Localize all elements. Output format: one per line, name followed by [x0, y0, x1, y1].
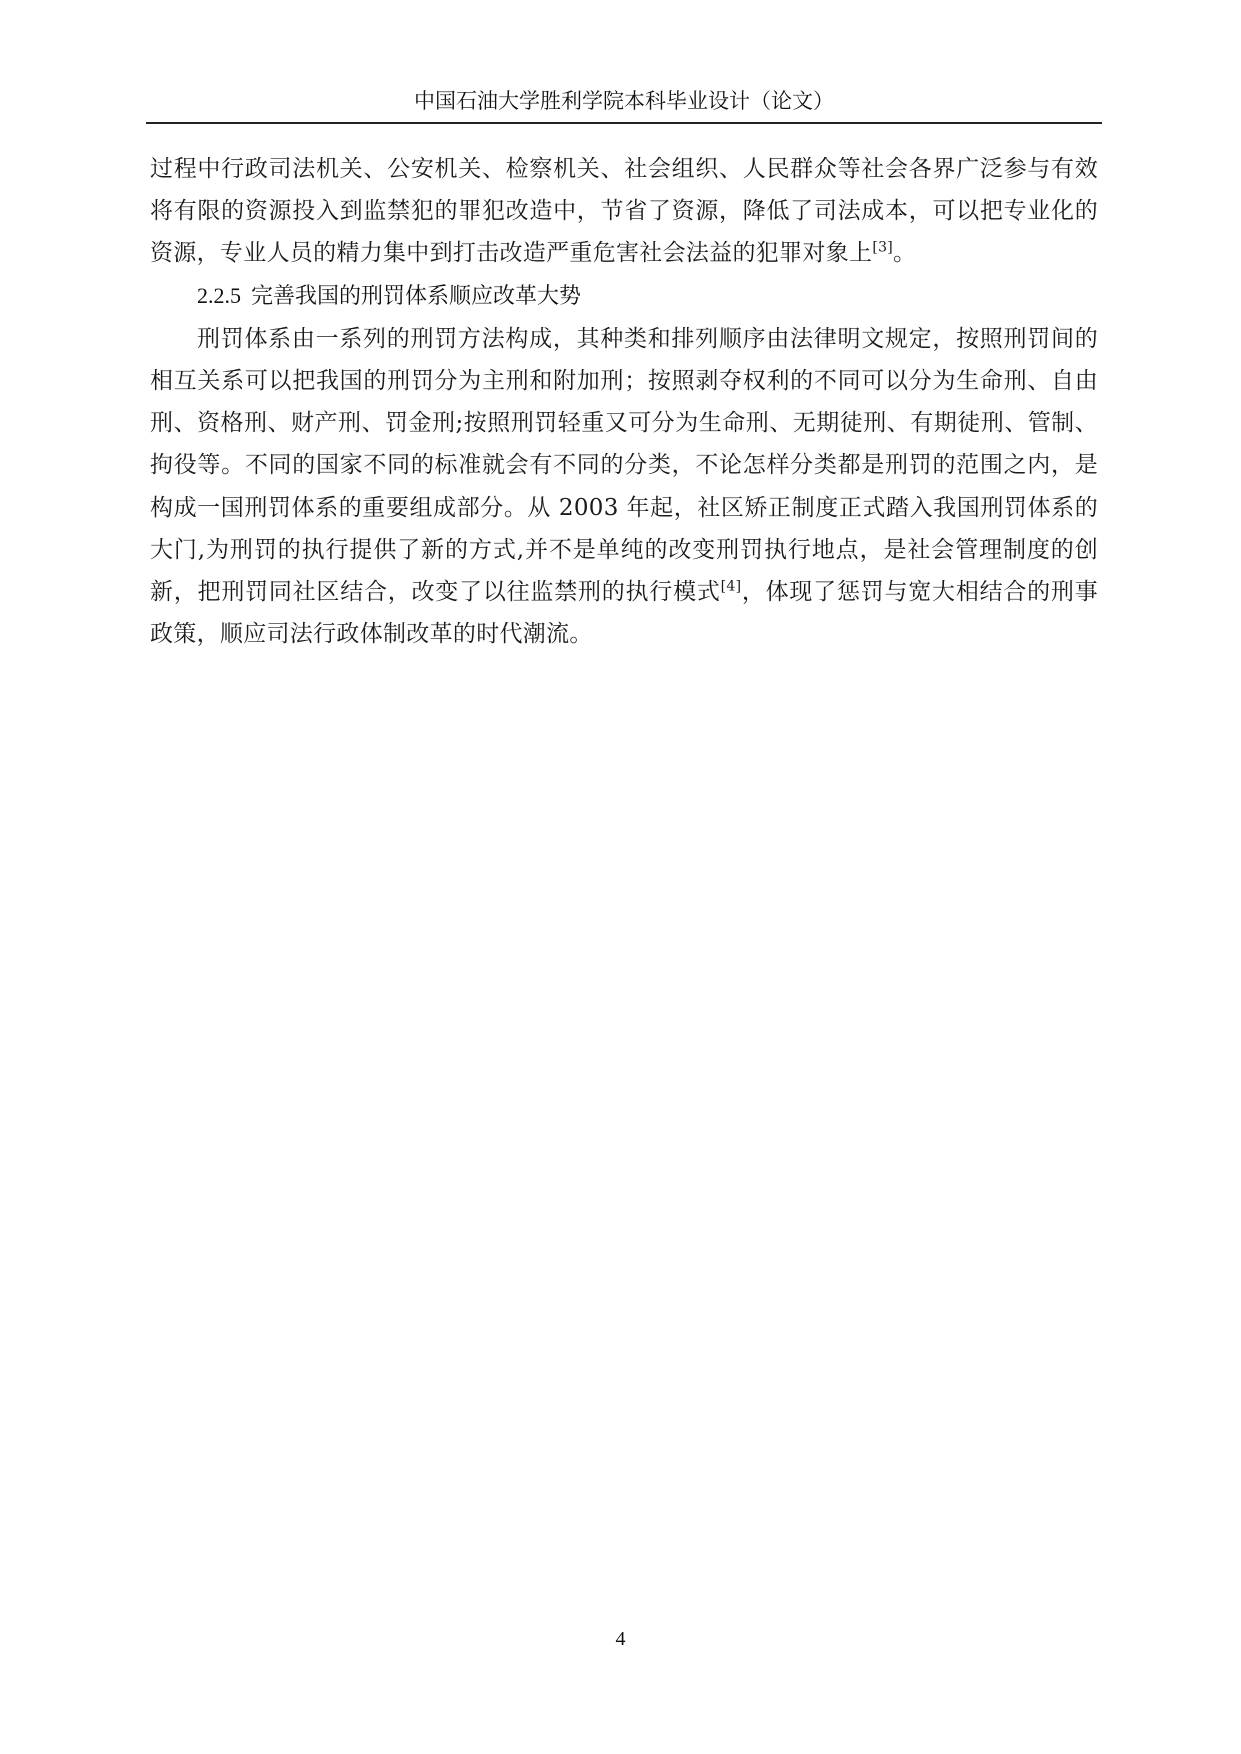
paragraph-1-end: 。	[893, 240, 917, 267]
paragraph-2-end: ，体现了惩罚与宽大相结合的刑事政策，顺应司法行政体制改革的时代潮流。	[150, 579, 1098, 648]
section-heading	[150, 275, 1098, 318]
paragraph-2-text: 刑罚体系由一系列的刑罚方法构成，其种类和排列顺序由法律明文规定，按照刑罚间的相互关系可以把我国的刑罚分为主刑和附加刑；按照剥夺权利的不同可以分为生命刑、自由刑、资格刑、财产刑、罚金刑;按照刑罚轻重又可分为生命刑、无期徒刑、有期徒刑、管制、拘役等。不同的国家不同的标准就会有不同的分类，不论怎样分类都是刑罚的范围之内，是构成一国刑罚体系的重要组成部分。从 2003 年起，社区矫正制度正式踏入我国刑罚体系的大门,为刑罚的执行提供了新的方式,并不是单纯的改变刑罚执行地点，是社会管理制度的创新，把刑罚同社区结合，改变了以往监禁刑的执行模式	[150, 325, 1098, 606]
paragraph-body	[150, 318, 1098, 656]
document-body	[150, 148, 1098, 655]
page-number: 4	[615, 1628, 626, 1650]
section-number: 2.2.5	[197, 282, 241, 308]
page-header	[146, 84, 1102, 124]
section-title: 完善我国的刑罚体系顺应改革大势	[251, 283, 582, 309]
paragraph-1-text: 过程中行政司法机关、公安机关、检察机关、社会组织、人民群众等社会各界广泛参与有效将有限的资源投入到监禁犯的罪犯改造中，节省了资源，降低了司法成本，可以把专业化的资源，专业人员的精力集中到打击改造严重危害社会法益的犯罪对象上	[150, 156, 1098, 267]
header-title: 中国石油大学胜利学院本科毕业设计（论文）	[414, 89, 834, 113]
citation-3: [3]	[872, 239, 894, 256]
citation-4: [4]	[720, 578, 742, 595]
paragraph-continuation	[150, 148, 1098, 275]
